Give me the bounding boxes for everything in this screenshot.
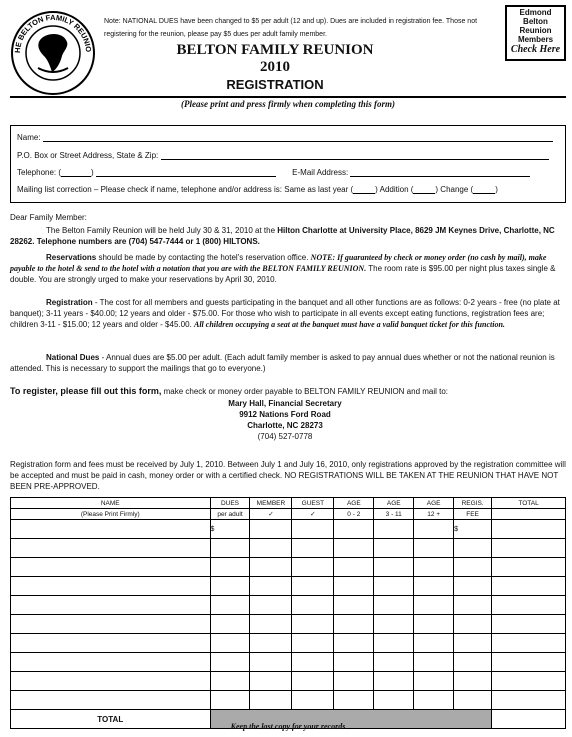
table-cell[interactable]: [374, 520, 414, 539]
table-cell[interactable]: [454, 691, 492, 710]
col-age-0-2: AGE: [334, 498, 374, 509]
registration-label: Registration: [46, 298, 93, 307]
table-cell[interactable]: [492, 691, 566, 710]
same-field[interactable]: [353, 185, 375, 194]
table-cell[interactable]: [454, 558, 492, 577]
col-regis: REGIS.: [454, 498, 492, 509]
address-row: [17, 151, 561, 160]
table-cell[interactable]: [454, 577, 492, 596]
deadline-text: Registration form and fees must be received by July 1, 2010. Between July 1 and July 16, 2010, only registrations approved by the registration committee will be accepted and must be paid in cash, money order or with a certified check.: [10, 460, 566, 480]
dues-notice: Note: NATIONAL DUES have been changed to $5 per adult (12 and up). Dues are included in registration fee. Those not registering for the reunion, please pay $5 dues per adult family member.: [104, 18, 478, 38]
table-row: [11, 653, 566, 672]
secretary-phone: (704) 527-0778: [257, 432, 313, 441]
table-cell[interactable]: [492, 634, 566, 653]
sub-age-0-2: 0 - 2: [334, 509, 374, 520]
col-total: TOTAL: [492, 498, 566, 509]
sub-name: (Please Print Firmly): [11, 509, 211, 520]
preapproval-text: NO REGISTRATIONS WILL BE TAKEN AT THE REUNION THAT HAVE NOT BEEN PRE-APPROVED.: [10, 471, 559, 491]
table-cell[interactable]: [11, 558, 211, 577]
table-row: [11, 558, 566, 577]
mailing-end: ): [495, 185, 498, 194]
sub-dues: per adult: [210, 509, 250, 520]
table-cell[interactable]: [334, 672, 374, 691]
table-cell[interactable]: [374, 539, 414, 558]
paragraph-dues: [10, 352, 566, 374]
table-cell[interactable]: [250, 520, 292, 539]
table-cell[interactable]: $: [454, 520, 492, 539]
table-cell[interactable]: [374, 558, 414, 577]
title-line-1: BELTON FAMILY REUNION: [176, 42, 374, 58]
table-cell[interactable]: [334, 691, 374, 710]
table-cell[interactable]: [210, 672, 250, 691]
table-cell[interactable]: [11, 634, 211, 653]
address-field[interactable]: [161, 151, 549, 160]
table-cell[interactable]: [334, 539, 374, 558]
table-cell[interactable]: [11, 539, 211, 558]
registration-text: - The cost for all members and guests participating in the banquet and all other functions are as follows: 0-2 years - free (no plate at banquet); 3-11 years - $40.00; 12 years and older - $75.00. For those who wish to participate in all events except eating functions, registration fees are; children 3-11 - $15.00; 12 years and older - $45.00.: [10, 298, 560, 329]
table-cell[interactable]: [210, 539, 250, 558]
table-cell[interactable]: [250, 577, 292, 596]
table-cell[interactable]: [414, 634, 454, 653]
reservations-label: Reservations: [46, 253, 97, 262]
table-cell[interactable]: [292, 691, 334, 710]
table-cell[interactable]: [334, 596, 374, 615]
table-cell[interactable]: [454, 653, 492, 672]
table-cell[interactable]: [414, 577, 454, 596]
table-cell[interactable]: [250, 615, 292, 634]
table-cell[interactable]: [334, 577, 374, 596]
address-label: P.O. Box or Street Address, State & Zip:: [17, 151, 159, 160]
paragraph-reservations: [10, 252, 566, 285]
table-cell[interactable]: [492, 615, 566, 634]
table-row: [11, 634, 566, 653]
table-cell[interactable]: [334, 558, 374, 577]
paragraph-register: [10, 386, 566, 397]
secretary-street: 9912 Nations Ford Road: [239, 410, 331, 419]
col-name: NAME: [11, 498, 211, 509]
addition-field[interactable]: [413, 185, 435, 194]
telephone-row: [17, 168, 561, 177]
table-cell[interactable]: [492, 577, 566, 596]
table-cell[interactable]: [374, 615, 414, 634]
table-cell[interactable]: [292, 577, 334, 596]
table-cell[interactable]: [374, 653, 414, 672]
table-cell[interactable]: [210, 596, 250, 615]
table-cell[interactable]: [414, 691, 454, 710]
table-row: [11, 577, 566, 596]
reservations-note: NOTE: If guaranteed by check or money order (no cash by mail), make payable to the hotel & send to the hotel with a notation that you are with the BELTON FAMILY REUNION.: [10, 253, 547, 273]
member-box-line-4: Members: [517, 35, 554, 44]
table-cell[interactable]: [210, 653, 250, 672]
table-cell[interactable]: [11, 520, 211, 539]
venue-address: Hilton Charlotte at University Place, 8629 JM Keynes Drive, Charlotte, NC 28262. Telephone numbers are (704) 547-7444 or 1 (800) HILTONS.: [10, 226, 555, 246]
table-cell[interactable]: [414, 596, 454, 615]
table-cell[interactable]: [210, 577, 250, 596]
table-cell[interactable]: [454, 596, 492, 615]
table-cell[interactable]: [11, 596, 211, 615]
table-cell[interactable]: [11, 577, 211, 596]
email-field[interactable]: [350, 168, 530, 177]
check-here-label: Check Here: [510, 44, 561, 55]
table-cell[interactable]: [492, 558, 566, 577]
change-field[interactable]: [473, 185, 495, 194]
deadline-notice: [10, 459, 566, 492]
table-cell[interactable]: [292, 615, 334, 634]
member-box-line-3: Reunion: [519, 26, 552, 35]
footer-note: Keep the last copy for your records: [230, 722, 346, 731]
register-text: make check or money order payable to BELTON FAMILY REUNION and mail to:: [163, 387, 449, 396]
telephone-field[interactable]: [96, 168, 276, 177]
table-row: [11, 615, 566, 634]
table-cell[interactable]: [414, 653, 454, 672]
member-box-line-2: Belton: [523, 17, 548, 26]
table-cell[interactable]: [492, 520, 566, 539]
table-cell[interactable]: [292, 539, 334, 558]
title-line-3: REGISTRATION: [226, 77, 324, 92]
table-cell[interactable]: [292, 653, 334, 672]
table-cell[interactable]: [210, 558, 250, 577]
table-cell[interactable]: [11, 691, 211, 710]
table-cell[interactable]: [210, 615, 250, 634]
dues-text: - Annual dues are $5.00 per adult. (Each adult family member is asked to pay annual dues whether or not the national reunion is attended. This is necessary to support the mailings that go to everyone.): [10, 353, 555, 373]
name-row: [17, 133, 561, 142]
col-member: MEMBER: [250, 498, 292, 509]
col-age-3-11: AGE: [374, 498, 414, 509]
table-subheader-row: [11, 509, 566, 520]
sub-age-12: 12 +: [414, 509, 454, 520]
table-cell[interactable]: [492, 672, 566, 691]
table-cell[interactable]: [454, 615, 492, 634]
reservations-text: should be made by contacting the hotel's reservation office.: [98, 253, 309, 262]
member-box-line-1: Edmond: [519, 8, 552, 17]
email-label: E-Mail Address:: [292, 168, 349, 177]
table-cell[interactable]: [292, 634, 334, 653]
mailing-address: [150, 398, 420, 442]
table-cell[interactable]: [374, 634, 414, 653]
table-row: [11, 520, 566, 539]
table-cell[interactable]: [374, 672, 414, 691]
table-cell[interactable]: [210, 691, 250, 710]
sub-total: [492, 509, 566, 520]
registration-table: [10, 497, 566, 729]
table-cell[interactable]: [492, 539, 566, 558]
table-cell[interactable]: $: [210, 520, 250, 539]
table-cell[interactable]: [11, 653, 211, 672]
table-cell[interactable]: [250, 634, 292, 653]
table-cell[interactable]: [374, 596, 414, 615]
col-guest: GUEST: [292, 498, 334, 509]
register-label: To register, please fill out this form,: [10, 386, 162, 396]
table-row: [11, 596, 566, 615]
paragraph-venue: [10, 225, 566, 247]
table-cell[interactable]: [292, 672, 334, 691]
table-cell[interactable]: [11, 672, 211, 691]
table-cell[interactable]: [250, 596, 292, 615]
table-cell[interactable]: [454, 539, 492, 558]
page-title: [150, 42, 400, 93]
divider: [10, 96, 566, 98]
table-cell[interactable]: [334, 634, 374, 653]
total-label: TOTAL: [11, 710, 211, 729]
contact-form: [10, 125, 566, 203]
addition-label: ) Addition (: [375, 185, 414, 194]
table-cell[interactable]: [414, 672, 454, 691]
table-cell[interactable]: [492, 596, 566, 615]
table-cell[interactable]: [454, 634, 492, 653]
table-cell[interactable]: [374, 577, 414, 596]
name-field[interactable]: [43, 133, 553, 142]
mailing-label: Mailing list correction – Please check if name, telephone and/or address is: Same as last year (: [17, 185, 354, 194]
table-cell[interactable]: [414, 539, 454, 558]
col-dues: DUES: [210, 498, 250, 509]
table-cell[interactable]: [250, 558, 292, 577]
col-age-12: AGE: [414, 498, 454, 509]
table-cell[interactable]: [492, 653, 566, 672]
change-label: ) Change (: [435, 185, 474, 194]
table-cell[interactable]: [292, 520, 334, 539]
banquet-note: All children occupying a seat at the banquet must have a valid banquet ticket for this function.: [193, 320, 505, 329]
table-cell[interactable]: [210, 634, 250, 653]
table-cell[interactable]: [414, 615, 454, 634]
table-cell[interactable]: [374, 691, 414, 710]
secretary-name: Mary Hall, Financial Secretary: [228, 399, 342, 408]
reunion-logo: [10, 10, 96, 96]
table-cell[interactable]: [414, 558, 454, 577]
tel-close: ): [91, 168, 94, 177]
table-cell[interactable]: [11, 615, 211, 634]
sub-regis: FEE: [454, 509, 492, 520]
table-row: [11, 672, 566, 691]
paragraph-registration: [10, 297, 566, 330]
table-cell[interactable]: [250, 653, 292, 672]
name-label: Name:: [17, 133, 41, 142]
title-line-2: 2010: [260, 59, 290, 75]
table-cell[interactable]: [250, 672, 292, 691]
table-cell[interactable]: [250, 539, 292, 558]
table-row: [11, 539, 566, 558]
mailing-row: [17, 185, 561, 194]
sub-member: ✓: [250, 509, 292, 520]
table-cell[interactable]: [334, 520, 374, 539]
logo-text: HE BELTON FAMILY REUNIO: [12, 12, 94, 54]
telephone-label: Telephone: (: [17, 168, 62, 177]
table-header-row: [11, 498, 566, 509]
table-cell[interactable]: [454, 672, 492, 691]
table-row: [11, 691, 566, 710]
table-cell[interactable]: [292, 558, 334, 577]
table-cell[interactable]: [414, 520, 454, 539]
dues-label: National Dues: [46, 353, 100, 362]
sub-age-3-11: 3 - 11: [374, 509, 414, 520]
table-cell[interactable]: [292, 596, 334, 615]
table-cell[interactable]: [334, 653, 374, 672]
greeting: Dear Family Member:: [10, 213, 87, 222]
room-rate-text: The room rate is $95.00 per night plus taxes single & double. You are strongly urged to make your reservations by April 30, 2010.: [10, 264, 556, 284]
venue-text: The Belton Family Reunion will be held July 30 & 31, 2010 at the: [46, 226, 276, 235]
table-cell[interactable]: [250, 691, 292, 710]
print-instructions: (Please print and press firmly when completing this form): [180, 99, 395, 109]
secretary-city: Charlotte, NC 28273: [247, 421, 323, 430]
sub-guest: ✓: [292, 509, 334, 520]
area-code-field[interactable]: [61, 168, 91, 177]
table-cell[interactable]: [334, 615, 374, 634]
